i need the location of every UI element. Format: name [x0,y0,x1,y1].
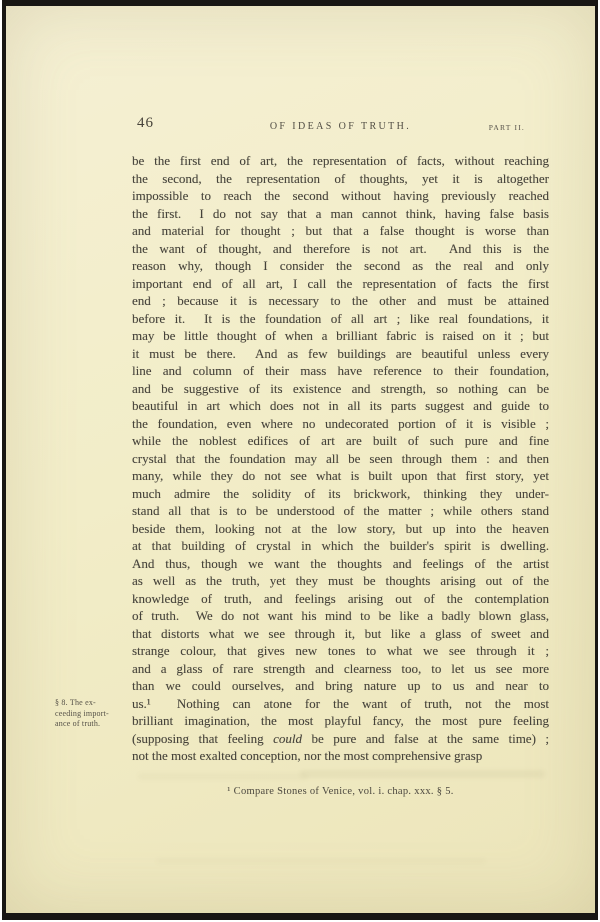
text-line: and a glass of rare strength and clearness too, to let us see more [132,660,549,676]
text-line: be the first end of art, the representation of facts, without reaching [132,153,549,168]
part-label: PART II. [488,123,525,132]
text-line: and material for thought ; but that a false thought is worse than [132,223,549,238]
book-page [6,6,595,913]
text-line: strange colour, that gives new tones to what we see through it ; [132,643,549,658]
text-line: us.¹ Nothing can atone for the want of truth, not the most [132,695,549,711]
margin-note [55,698,139,730]
text-line: And thus, though we want the thoughts and feelings of the artist [132,555,549,571]
text-line: the want of thought, and therefore is not art. And this is the [132,240,549,256]
text-line: the foundation, even where no undecorated portion of it is visible ; [132,415,549,431]
text-line: before it. It is the foundation of all art ; like real foundations, it [132,310,549,326]
text-line: the second, the representation of thoughts, yet it is altogether [132,170,549,186]
text-line: beside them, looking not at the low story, but up into the heaven [132,520,549,536]
page-header [132,114,549,142]
text-line: that distorts what we see through it, but like a glass of sweet and [132,625,549,641]
text-line: knowledge of truth, and feelings arising out of the contemplation [132,590,549,606]
text-line: reason why, though I consider the second as the real and only [132,258,549,273]
text-line: and be suggestive of its existence and strength, so nothing can be [132,380,549,396]
text-line: impossible to reach the second without having previously reached [132,188,549,203]
text-line: as well as the truth, yet they must be thoughts arising out of the [132,573,549,588]
margin-note-line: ance of truth. [55,719,101,728]
footnote: ¹ Compare Stones of Venice, vol. i. chap. xxx. § 5. [227,786,454,797]
text-line: of truth. We do not want his mind to be like a badly blown glass, [132,608,549,623]
text-line: brilliant imagination, the most playful fancy, the most pure feeling [132,713,549,728]
body-text [132,152,549,765]
text-line: may be little thought of when a brilliant fabric is raised on it ; but [132,328,549,343]
bleed-through [300,770,545,778]
text-line: end ; because it is necessary to the other and must be attained [132,293,549,308]
text-line: the first. I do not say that a man cannot think, having false basis [132,205,549,221]
margin-note-line: ceeding import- [55,708,109,718]
text-line: crystal that the foundation may all be seen through them : and then [132,450,549,466]
text-line: (supposing that feeling could be pure and false at the same time) ; [132,730,549,746]
bleed-through [156,858,486,864]
text-line: many, while they do not see what is built upon that first story, yet [132,468,549,483]
text-line: beautiful in art which does not in all its parts suggest and guide to [132,398,549,413]
text-line: at that building of crystal in which the builder's spirit is dwelling. [132,538,549,553]
text-line: not the most exalted conception, nor the most comprehensive grasp [132,748,483,763]
bleed-through [138,773,308,780]
text-line: while the noblest edifices of art are built of such pure and fine [132,433,549,448]
margin-note-line: § 8. The ex- [55,698,96,707]
text-line: line and column of their mass have reference to their foundation, [132,363,549,378]
text-line: than we could ourselves, and bring nature up to us and near to [132,678,549,693]
text-line: stand all that is to be understood of the matter ; while others stand [132,503,549,518]
page-number: 46 [137,115,154,131]
running-title: OF IDEAS OF TRUTH. [269,121,412,132]
text-line: much admire the solidity of its brickwork, thinking they under- [132,485,549,501]
text-line: it must be there. And as few buildings are beautiful unless every [132,345,549,361]
text-line: important end of all art, I call the representation of facts the first [132,275,549,291]
